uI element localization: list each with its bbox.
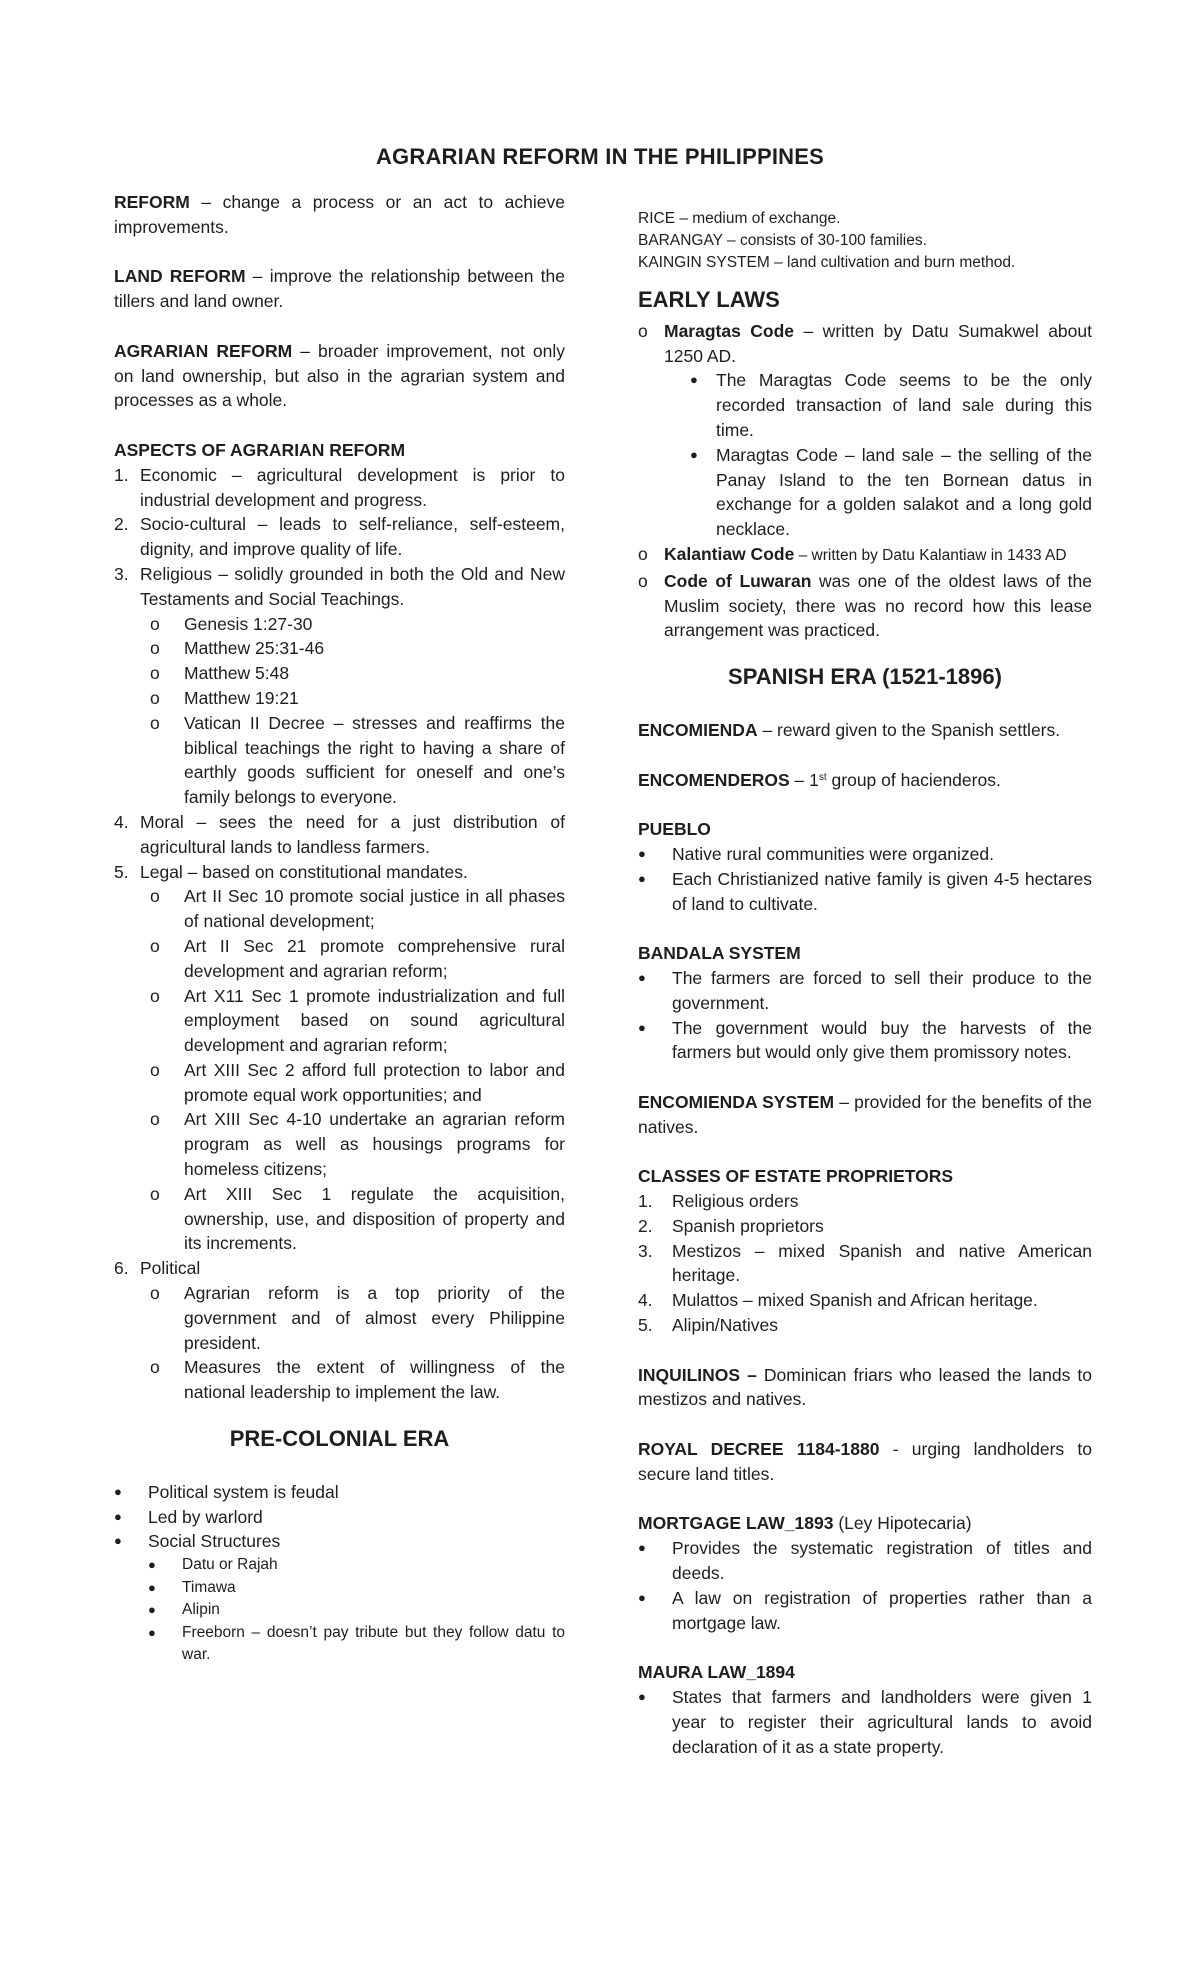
pueblo-heading: PUEBLO [638, 819, 711, 840]
list-item [150, 1182, 565, 1256]
item-number: 1. [638, 1191, 653, 1212]
bullet-icon: ● [638, 1689, 646, 1705]
list-item [638, 1239, 1092, 1289]
intro-line: KAINGIN SYSTEM – land cultivation and burn method. [638, 254, 1016, 271]
list-item [690, 368, 1092, 442]
o-marker: o [150, 1183, 160, 1204]
definition-term: ENCOMENDEROS [638, 769, 790, 790]
list-item [148, 1622, 565, 1667]
item-text: Maragtas Code – land sale – the selling of the Panay Island to the ten Bornean datus in exchange for a golden salakot and a long gold necklace. [716, 444, 1092, 540]
item-text: Art X11 Sec 1 promote industrialization and full employment based on sound agricultural development and agrarian reform; [184, 985, 565, 1056]
bullet-icon: ● [148, 1624, 156, 1640]
item-text: Provides the systematic registration of titles and deeds. [672, 1538, 1092, 1584]
definition-text: – change a process or an act to achieve improvements. [114, 192, 565, 237]
definition-term: MORTGAGE LAW_1893 [638, 1513, 834, 1534]
item-text: Spanish proprietors [672, 1215, 824, 1236]
definition-text: – reward given to the Spanish settlers. [757, 719, 1061, 740]
legal-sublist [150, 884, 565, 1256]
superscript: st [818, 771, 827, 783]
law-term: Maragtas Code [664, 320, 795, 341]
mortgage-heading [638, 1511, 1092, 1536]
inquilinos-definition [638, 1363, 1092, 1413]
list-item [150, 1058, 565, 1108]
item-number: 2. [638, 1215, 653, 1236]
list-item [114, 562, 565, 612]
list-item [150, 711, 565, 810]
list-item [638, 1685, 1092, 1759]
item-text: Social Structures [148, 1531, 281, 1552]
bullet-icon: ● [638, 1019, 646, 1035]
item-text: Matthew 5:48 [184, 663, 290, 684]
item-text: Art XIII Sec 2 afford full protection to labor and promote equal work opportunities; and [184, 1059, 565, 1105]
item-text: Art XIII Sec 1 regulate the acquisition, ownership, use, and disposition of property and its increments. [184, 1183, 565, 1254]
o-marker: o [638, 320, 648, 341]
pueblo-list [638, 842, 1092, 916]
list-item [638, 1214, 1092, 1239]
list-item [638, 1586, 1092, 1636]
item-text: Timawa [182, 1578, 236, 1596]
item-number: 6. [114, 1258, 129, 1279]
list-item [638, 1313, 1092, 1338]
item-text: Agrarian reform is a top priority of the government and of almost every Philippine president. [184, 1283, 565, 1353]
intro-lines [638, 208, 1092, 274]
list-item [114, 1256, 565, 1281]
bullet-icon: ● [690, 372, 698, 388]
item-text: States that farmers and landholders were given 1 year to register their agricultural lands to avoid declaration of it as a state property. [672, 1687, 1092, 1757]
item-text: The farmers are forced to sell their produce to the government. [672, 967, 1092, 1013]
law-text: – written by Datu Kalantiaw in 1433 AD [794, 546, 1067, 564]
maura-heading: MAURA LAW_1894 [638, 1662, 795, 1683]
bullet-icon: ● [638, 1540, 646, 1556]
item-text: The Maragtas Code seems to be the only recorded transaction of land sale during this time. [716, 370, 1092, 440]
encomienda-system-definition [638, 1090, 1092, 1140]
o-marker: o [638, 543, 648, 564]
maura-list [638, 1685, 1092, 1759]
list-item [638, 319, 1092, 542]
law-text: – written by Datu Sumakwel about 1250 AD. [664, 320, 1092, 366]
definition-reform [114, 190, 565, 240]
bandala-list [638, 966, 1092, 1065]
o-marker: o [150, 613, 160, 634]
religious-sublist [150, 612, 565, 810]
intro-line: BARANGAY – consists of 30-100 families. [638, 232, 927, 249]
list-item [150, 934, 565, 984]
classes-list [638, 1189, 1092, 1338]
aspects-list-continued [114, 810, 565, 884]
definition-term: ROYAL DECREE 1184-1880 [638, 1439, 880, 1460]
item-text: Datu or Rajah [182, 1556, 278, 1574]
definition-text: – 1 [789, 769, 819, 790]
item-text: Matthew 25:31-46 [184, 638, 325, 659]
definition-land-reform [114, 264, 565, 314]
encomienda-definition [638, 718, 1092, 743]
item-number: 3. [638, 1240, 653, 1261]
definition-text: - urging landholders to secure land titles. [638, 1439, 1092, 1484]
item-text: Legal – based on constitutional mandates. [140, 861, 468, 882]
item-text: A law on registration of properties rather than a mortgage law. [672, 1587, 1092, 1633]
aspects-heading: ASPECTS OF AGRARIAN REFORM [114, 439, 406, 460]
list-item [638, 1288, 1092, 1313]
left-column [114, 190, 565, 1667]
law-text: was one of the oldest laws of the Muslim society, there was no record how this lease arrangement was practiced. [664, 570, 1092, 641]
o-marker: o [150, 1357, 160, 1378]
item-text: Art II Sec 10 promote social justice in all phases of national development; [184, 886, 565, 932]
bandala-heading: BANDALA SYSTEM [638, 943, 801, 964]
aspects-list [114, 463, 565, 612]
aspects-list-political [114, 1256, 565, 1281]
item-number: 3. [114, 563, 129, 584]
definition-agrarian-reform [114, 339, 565, 413]
bullet-icon: ● [638, 870, 646, 886]
bullet-icon: ● [690, 446, 698, 462]
list-item [114, 810, 565, 860]
item-text: Matthew 19:21 [184, 687, 299, 708]
list-item [638, 569, 1092, 643]
item-text: Religious orders [672, 1191, 799, 1212]
o-marker: o [150, 712, 160, 733]
item-text: Vatican II Decree – stresses and reaffirms the biblical teachings the right to having a share of earthly goods sufficient for oneself and one’s family belongs to everyone. [184, 712, 565, 808]
political-sublist [150, 1281, 565, 1405]
item-number: 5. [638, 1315, 653, 1336]
definition-term: INQUILINOS – [638, 1364, 757, 1385]
item-text: Art XIII Sec 4-10 undertake an agrarian reform program as well as housings programs for homeless citizens; [184, 1109, 565, 1180]
bullet-icon: ● [148, 1602, 156, 1618]
o-marker: o [150, 663, 160, 684]
document-title: AGRARIAN REFORM IN THE PHILIPPINES [375, 144, 825, 169]
list-item [114, 512, 565, 562]
list-item [638, 1016, 1092, 1066]
list-item [114, 463, 565, 513]
definition-text: group of hacienderos. [826, 769, 1001, 790]
list-item [150, 884, 565, 934]
item-number: 4. [114, 811, 129, 832]
list-item [638, 842, 1092, 867]
bullet-icon: ● [114, 1533, 122, 1549]
list-item [638, 867, 1092, 917]
list-item [150, 1107, 565, 1181]
list-item [690, 443, 1092, 542]
list-item [150, 661, 565, 686]
list-item [150, 984, 565, 1058]
item-text: Moral – sees the need for a just distribution of agricultural lands to landless farmers. [140, 811, 565, 857]
early-laws-title: EARLY LAWS [638, 287, 780, 312]
spanish-era-title: SPANISH ERA (1521-1896) [728, 664, 1002, 690]
definition-term: ENCOMIENDA SYSTEM [638, 1091, 835, 1112]
item-text: Mestizos – mixed Spanish and native American heritage. [672, 1240, 1092, 1286]
law-term: Code of Luwaran [664, 570, 812, 591]
definition-term: REFORM [114, 192, 190, 212]
item-text: Political [140, 1258, 201, 1279]
item-text: Measures the extent of willingness of the national leadership to implement the law. [184, 1357, 565, 1403]
list-item [148, 1554, 565, 1577]
royal-decree-definition [638, 1437, 1092, 1487]
list-item [114, 1480, 565, 1505]
item-text: Art II Sec 21 promote comprehensive rural development and agrarian reform; [184, 935, 565, 981]
o-marker: o [150, 935, 160, 956]
o-marker: o [150, 1109, 160, 1130]
item-number: 1. [114, 464, 129, 485]
list-item [150, 612, 565, 637]
definition-term: LAND REFORM [114, 266, 246, 287]
social-structures-list [148, 1554, 565, 1667]
o-marker: o [150, 1283, 160, 1304]
definition-text: – broader improvement, not only on land ownership, but also in the agrarian system and processes as a whole. [114, 340, 565, 411]
o-marker: o [150, 985, 160, 1006]
maragtas-sublist [690, 368, 1092, 542]
list-item [150, 636, 565, 661]
list-item [114, 1505, 565, 1530]
list-item [638, 1536, 1092, 1586]
list-item [148, 1599, 565, 1622]
item-text: Political system is feudal [148, 1481, 339, 1502]
list-item [150, 1281, 565, 1355]
definition-text: Dominican friars who leased the lands to mestizos and natives. [638, 1364, 1092, 1410]
item-text: Genesis 1:27-30 [184, 613, 313, 634]
encomenderos-definition [638, 768, 1092, 793]
item-text: Socio-cultural – leads to self-reliance, self-esteem, dignity, and improve quality of life. [140, 514, 565, 560]
item-text: Led by warlord [148, 1506, 263, 1527]
item-text: Native rural communities were organized. [672, 843, 994, 864]
mortgage-list [638, 1536, 1092, 1635]
list-item [150, 1355, 565, 1405]
item-text: Religious – solidly grounded in both the Old and New Testaments and Social Teachings. [140, 563, 565, 609]
precolonial-title: PRE-COLONIAL ERA [229, 1426, 450, 1452]
item-number: 5. [114, 861, 129, 882]
definition-text: – improve the relationship between the tillers and land owner. [114, 266, 566, 312]
item-text: Each Christianized native family is given 4-5 hectares of land to cultivate. [672, 868, 1092, 914]
bullet-icon: ● [638, 845, 646, 861]
item-text: Mulattos – mixed Spanish and African heritage. [672, 1290, 1038, 1311]
item-text: Economic – agricultural development is prior to industrial development and progress. [140, 464, 565, 510]
item-text: The government would buy the harvests of the farmers but would only give them promissory notes. [672, 1017, 1092, 1063]
definition-term: ENCOMIENDA [638, 719, 758, 740]
list-item [638, 1189, 1092, 1214]
o-marker: o [150, 886, 160, 907]
item-text: Alipin [182, 1601, 220, 1619]
bullet-icon: ● [638, 1589, 646, 1605]
bullet-icon: ● [638, 969, 646, 985]
list-item [638, 542, 1092, 569]
bullet-icon: ● [148, 1557, 156, 1573]
list-item [114, 860, 565, 885]
classes-heading: CLASSES OF ESTATE PROPRIETORS [638, 1166, 954, 1187]
item-text: Freeborn – doesn’t pay tribute but they follow datu to war. [182, 1623, 565, 1664]
o-marker: o [150, 638, 160, 659]
intro-line: RICE – medium of exchange. [638, 210, 841, 227]
definition-term: AGRARIAN REFORM [114, 340, 293, 361]
bullet-icon: ● [114, 1508, 122, 1524]
o-marker: o [150, 687, 160, 708]
item-number: 2. [114, 514, 129, 535]
early-laws-list [638, 319, 1092, 643]
precolonial-list [114, 1480, 565, 1554]
list-item [114, 1529, 565, 1554]
item-number: 4. [638, 1290, 653, 1311]
bullet-icon: ● [114, 1483, 122, 1499]
law-term: Kalantiaw Code [664, 543, 795, 564]
list-item [148, 1577, 565, 1600]
list-item [150, 686, 565, 711]
right-column [638, 190, 1092, 1759]
list-item [638, 966, 1092, 1016]
item-text: Alipin/Natives [672, 1315, 779, 1336]
bullet-icon: ● [148, 1579, 156, 1595]
o-marker: o [638, 570, 648, 591]
definition-text: – provided for the benefits of the natives. [638, 1091, 1092, 1137]
definition-text: (Ley Hipotecaria) [833, 1513, 972, 1534]
o-marker: o [150, 1059, 160, 1080]
